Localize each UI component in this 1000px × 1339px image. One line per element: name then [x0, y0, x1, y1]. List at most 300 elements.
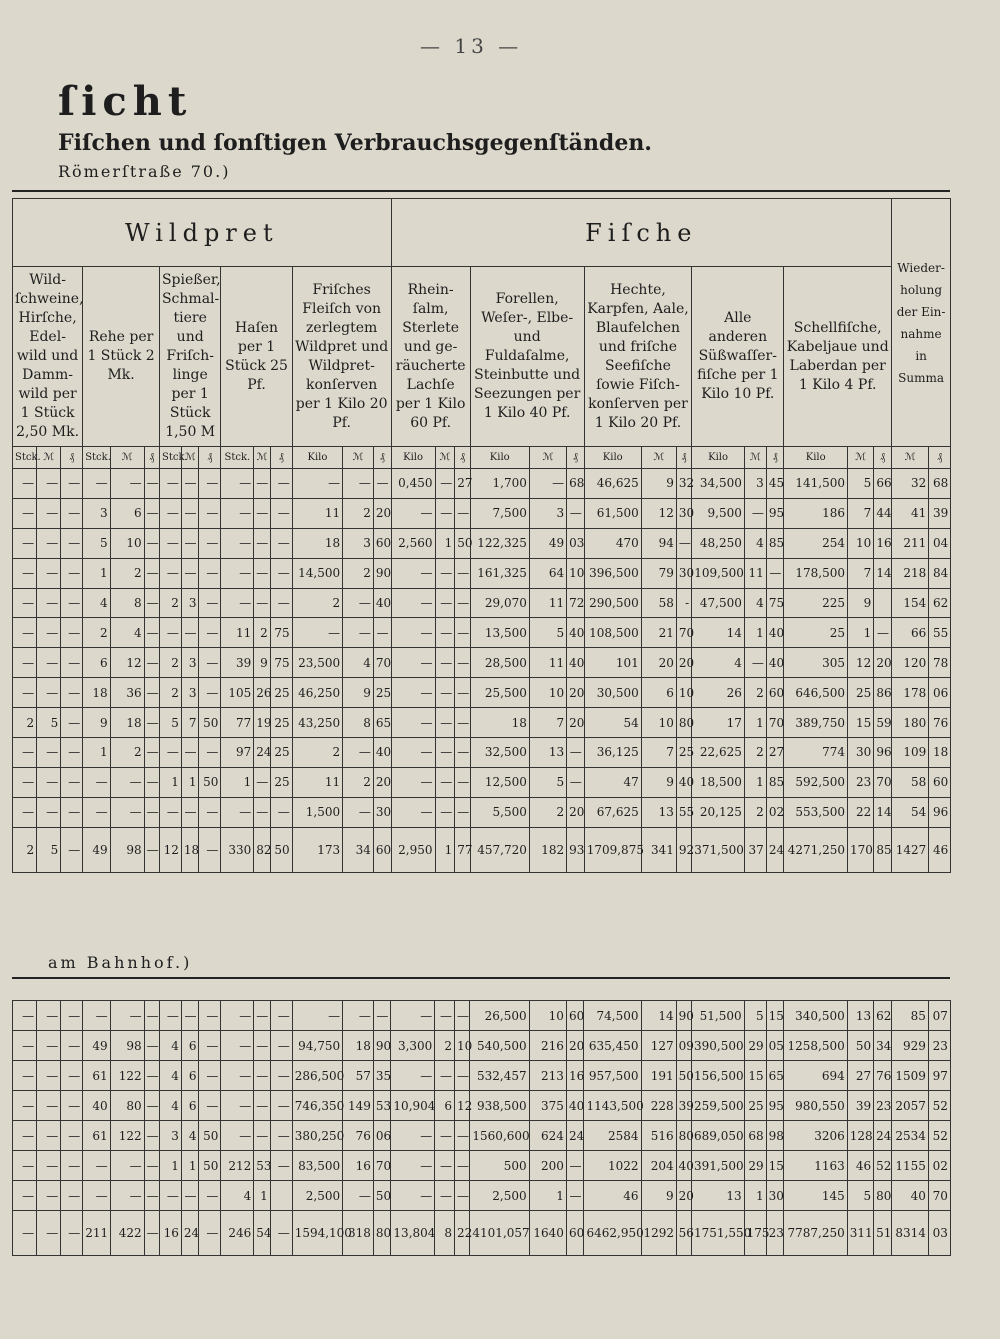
- table-cell: 16: [343, 1151, 374, 1181]
- table-cell: —: [61, 767, 83, 797]
- table-cell: 180: [891, 708, 928, 738]
- table-cell: 60: [566, 1001, 584, 1031]
- table-cell: —: [13, 1091, 37, 1121]
- table-cell: 5: [529, 618, 566, 648]
- table-cell: 4: [159, 1091, 181, 1121]
- bahnhof-row: [13, 1121, 951, 1151]
- table-cell: —: [391, 618, 435, 648]
- table-cell: 938,500: [470, 1091, 529, 1121]
- table-cell: 52: [928, 1091, 950, 1121]
- table-cell: 3,300: [391, 1031, 435, 1061]
- table-cell: —: [61, 797, 83, 827]
- table-cell: 2: [110, 558, 144, 588]
- table-cell: —: [566, 1181, 584, 1211]
- table-cell: 30: [676, 498, 691, 528]
- table-cell: 23,500: [292, 648, 342, 678]
- table-cell: —: [455, 1001, 470, 1031]
- table-cell: 500: [470, 1151, 529, 1181]
- table-cell: 646,500: [784, 678, 848, 708]
- table-cell: 161,325: [470, 558, 529, 588]
- table-cell: —: [61, 1031, 83, 1061]
- table-cell: —: [159, 528, 181, 558]
- table-cell: —: [199, 498, 221, 528]
- total-cell: —: [61, 1211, 83, 1256]
- table-cell: 9: [641, 469, 676, 499]
- table-cell: 62: [929, 588, 951, 618]
- table-cell: —: [435, 469, 455, 499]
- table-cell: 101: [584, 648, 641, 678]
- table-cell: 218: [891, 558, 928, 588]
- table-cell: 1163: [784, 1151, 848, 1181]
- table-cell: 27: [766, 738, 784, 768]
- table-cell: 1: [181, 1151, 199, 1181]
- table-cell: 24: [874, 1121, 892, 1151]
- total-cell: 330: [221, 827, 254, 872]
- bahnhof-row: [13, 1001, 951, 1031]
- table-cell: 1: [221, 767, 254, 797]
- table-cell: 9: [343, 678, 374, 708]
- total-cell: 175: [744, 1211, 766, 1256]
- table-cell: 25: [373, 678, 391, 708]
- table-cell: 02: [928, 1151, 950, 1181]
- table-cell: —: [391, 678, 435, 708]
- table-cell: 25: [270, 708, 292, 738]
- table-cell: 5: [37, 708, 61, 738]
- unit-label: ℳ: [847, 447, 873, 469]
- total-cell: 6462,950: [584, 1211, 641, 1256]
- table-cell: —: [144, 1001, 159, 1031]
- table-cell: —: [676, 528, 691, 558]
- table-cell: —: [455, 1181, 470, 1211]
- table-cell: 154: [891, 588, 928, 618]
- table-cell: 49: [83, 1031, 110, 1061]
- table-row: [13, 528, 951, 558]
- table-cell: 39: [221, 648, 254, 678]
- unit-label: ₰: [766, 447, 784, 469]
- unit-label: ₰: [144, 447, 159, 469]
- table-cell: 77: [221, 708, 254, 738]
- table-cell: 06: [929, 678, 951, 708]
- table-cell: 6: [181, 1091, 199, 1121]
- total-cell: —: [144, 1211, 159, 1256]
- table-cell: —: [37, 1151, 61, 1181]
- table-cell: 46: [847, 1151, 873, 1181]
- table-cell: 516: [641, 1121, 676, 1151]
- top-rule: [12, 190, 950, 192]
- col-rehe: Rehe per 1 Stück 2 Mk.: [83, 267, 160, 447]
- col-hechte: Hechte, Karpfen, Aale, Blaufelchen und friſche Seefiſche ſowie Fiſch- konſerven per 1 Kilo 20 Pf.: [584, 267, 692, 447]
- table-cell: 540,500: [470, 1031, 529, 1061]
- table-cell: 48,250: [692, 528, 745, 558]
- table-cell: —: [83, 797, 110, 827]
- table-cell: 18: [343, 1031, 374, 1061]
- table-cell: —: [270, 1061, 292, 1091]
- table-cell: 60: [929, 767, 951, 797]
- table-cell: 27: [455, 469, 470, 499]
- table-cell: —: [566, 1151, 584, 1181]
- total-cell: 13,804: [391, 1211, 435, 1256]
- unit-label: ₰: [929, 447, 951, 469]
- table-cell: 122: [110, 1061, 144, 1091]
- table-cell: 80: [874, 1181, 892, 1211]
- table-cell: 20: [567, 678, 585, 708]
- unit-label: Kilo: [584, 447, 641, 469]
- table-cell: 5: [83, 528, 110, 558]
- table-cell: 178: [891, 678, 928, 708]
- table-cell: 145: [784, 1181, 848, 1211]
- table-cell: —: [343, 618, 374, 648]
- unit-label: Stck.: [13, 447, 37, 469]
- table-cell: 2,560: [391, 528, 435, 558]
- table-cell: —: [13, 738, 37, 768]
- table-cell: —: [270, 1151, 292, 1181]
- table-cell: 20: [373, 767, 391, 797]
- table-cell: 32: [676, 469, 691, 499]
- table-cell: —: [435, 498, 455, 528]
- table-cell: 254: [784, 528, 848, 558]
- table-cell: 212: [221, 1151, 254, 1181]
- table-cell: —: [13, 797, 37, 827]
- table-cell: —: [391, 1121, 435, 1151]
- table-cell: —: [199, 678, 221, 708]
- table-cell: —: [159, 1181, 181, 1211]
- table-cell: —: [343, 797, 374, 827]
- total-cell: 1751,550: [692, 1211, 745, 1256]
- total-cell: 2: [13, 827, 37, 872]
- table-cell: 5: [159, 708, 181, 738]
- table-cell: —: [37, 618, 61, 648]
- table-cell: 204: [641, 1151, 676, 1181]
- table-cell: 9: [83, 708, 110, 738]
- table-cell: 375: [529, 1091, 566, 1121]
- table-cell: —: [435, 797, 455, 827]
- table-cell: 4: [744, 528, 766, 558]
- table-cell: 1: [529, 1181, 566, 1211]
- table-cell: 1,500: [292, 797, 342, 827]
- table-cell: 15: [744, 1061, 766, 1091]
- table-cell: 24: [254, 738, 270, 768]
- table-cell: —: [435, 1121, 455, 1151]
- table-cell: —: [144, 528, 159, 558]
- total-cell: 1292: [641, 1211, 676, 1256]
- table-cell: 3: [83, 498, 110, 528]
- table-cell: 70: [766, 708, 784, 738]
- table-cell: 51,500: [692, 1001, 745, 1031]
- table-cell: —: [13, 558, 37, 588]
- table-cell: 68: [929, 469, 951, 499]
- table-cell: 15: [847, 708, 873, 738]
- table-cell: 29,070: [470, 588, 529, 618]
- table-cell: 6: [181, 1031, 199, 1061]
- unit-label: Kilo: [391, 447, 435, 469]
- table-cell: 61,500: [584, 498, 641, 528]
- table-cell: —: [61, 558, 83, 588]
- table-cell: —: [144, 767, 159, 797]
- table-cell: —: [13, 1151, 37, 1181]
- table-cell: —: [391, 738, 435, 768]
- table-cell: 2534: [891, 1121, 928, 1151]
- table-cell: —: [435, 1001, 455, 1031]
- table-cell: —: [435, 708, 455, 738]
- total-cell: —: [37, 1211, 61, 1256]
- table-cell: 1: [254, 1181, 270, 1211]
- total-cell: 8314: [891, 1211, 928, 1256]
- table-cell: 50: [373, 1181, 391, 1211]
- table-cell: 5: [529, 767, 566, 797]
- table-cell: 9: [847, 588, 873, 618]
- table-cell: 2: [159, 648, 181, 678]
- table-cell: 49: [529, 528, 566, 558]
- table-cell: 30: [766, 1181, 784, 1211]
- table-cell: —: [199, 1061, 221, 1091]
- table-cell: 1: [847, 618, 873, 648]
- table-cell: 54: [891, 797, 928, 827]
- table-cell: —: [455, 588, 470, 618]
- table-cell: 61: [83, 1121, 110, 1151]
- table-cell: —: [435, 738, 455, 768]
- table-cell: —: [221, 588, 254, 618]
- table-cell: 980,550: [784, 1091, 848, 1121]
- table-cell: 3: [181, 648, 199, 678]
- table-cell: 2,500: [292, 1181, 342, 1211]
- table-cell: 2: [110, 738, 144, 768]
- table-cell: 6: [83, 648, 110, 678]
- unit-label: ₰: [874, 447, 892, 469]
- table-cell: 70: [874, 767, 892, 797]
- table-cell: 2057: [891, 1091, 928, 1121]
- table-cell: —: [199, 1181, 221, 1211]
- table-cell: —: [13, 678, 37, 708]
- table-cell: —: [270, 469, 292, 499]
- table-cell: —: [83, 469, 110, 499]
- table-cell: —: [37, 498, 61, 528]
- table-cell: —: [221, 1061, 254, 1091]
- table-cell: 6: [110, 498, 144, 528]
- table-cell: —: [221, 1121, 254, 1151]
- total-cell: 34: [343, 827, 374, 872]
- table-cell: 0,450: [391, 469, 435, 499]
- table-row: [13, 738, 951, 768]
- table-cell: 592,500: [784, 767, 848, 797]
- bahnhof-total-row: [13, 1211, 951, 1256]
- table-cell: —: [110, 469, 144, 499]
- table-cell: 3206: [784, 1121, 848, 1151]
- table-cell: 02: [766, 797, 784, 827]
- table-cell: 13: [692, 1181, 745, 1211]
- table-cell: 149: [343, 1091, 374, 1121]
- table-cell: 109: [891, 738, 928, 768]
- table-cell: —: [181, 1001, 199, 1031]
- table-cell: 39: [676, 1091, 691, 1121]
- col-frisches-fleisch: Friſches Fleiſch von zerlegtem Wildpret und Wildpret- konſerven per 1 Kilo 20 Pf.: [292, 267, 391, 447]
- unit-label: ₰: [61, 447, 83, 469]
- table-cell: 03: [567, 528, 585, 558]
- table-cell: 10: [529, 1001, 566, 1031]
- unit-label: ℳ: [891, 447, 928, 469]
- table-cell: 04: [929, 528, 951, 558]
- table-cell: 470: [584, 528, 641, 558]
- unit-label: ₰: [455, 447, 470, 469]
- table-cell: 47,500: [692, 588, 745, 618]
- table-cell: —: [391, 648, 435, 678]
- total-cell: 182: [529, 827, 566, 872]
- table-cell: 389,750: [784, 708, 848, 738]
- table-cell: —: [61, 528, 83, 558]
- table-cell: 29: [744, 1031, 766, 1061]
- table-cell: 21: [641, 618, 676, 648]
- table-cell: 80: [676, 708, 691, 738]
- table-cell: 22: [847, 797, 873, 827]
- table-cell: 32: [891, 469, 928, 499]
- table-cell: 50: [676, 1061, 691, 1091]
- table-cell: —: [37, 1001, 61, 1031]
- table-cell: 1258,500: [784, 1031, 848, 1061]
- table-cell: 41: [891, 498, 928, 528]
- table-cell: 18: [470, 708, 529, 738]
- table-cell: —: [110, 797, 144, 827]
- table-cell: [270, 1181, 292, 1211]
- table-cell: 156,500: [692, 1061, 745, 1091]
- table-cell: 14,500: [292, 558, 342, 588]
- table-cell: 27: [847, 1061, 873, 1091]
- market-table: [12, 198, 951, 873]
- total-cell: —: [199, 1211, 221, 1256]
- table-cell: 200: [529, 1151, 566, 1181]
- table-cell: —: [37, 678, 61, 708]
- total-cell: 03: [928, 1211, 950, 1256]
- table-cell: 29: [744, 1151, 766, 1181]
- table-cell: 396,500: [584, 558, 641, 588]
- col-suesswasserfische: Alle anderen Süßwaſſer- fiſche per 1 Kilo 10 Pf.: [692, 267, 784, 447]
- table-cell: 74,500: [584, 1001, 641, 1031]
- table-cell: 2: [744, 678, 766, 708]
- table-cell: 10: [847, 528, 873, 558]
- table-cell: 40: [766, 648, 784, 678]
- table-cell: 25: [270, 767, 292, 797]
- table-cell: —: [37, 767, 61, 797]
- table-cell: 70: [373, 1151, 391, 1181]
- table-cell: 957,500: [584, 1061, 641, 1091]
- table-cell: —: [13, 648, 37, 678]
- bahnhof-row: [13, 1181, 951, 1211]
- table-cell: 2: [292, 588, 342, 618]
- bahnhof-row: [13, 1061, 951, 1091]
- table-cell: 2: [254, 618, 270, 648]
- total-cell: 60: [373, 827, 391, 872]
- page-subtitle: Fiſchen und ſonſtigen Verbrauchsgegenſtänden.: [58, 130, 652, 156]
- table-cell: —: [13, 1061, 37, 1091]
- table-cell: 12: [110, 648, 144, 678]
- table-cell: 1: [181, 767, 199, 797]
- table-cell: 05: [766, 1031, 784, 1061]
- table-cell: —: [391, 708, 435, 738]
- table-cell: —: [221, 1031, 254, 1061]
- total-cell: 7787,250: [784, 1211, 848, 1256]
- table-cell: 62: [874, 1001, 892, 1031]
- col-summa-header: Wieder- holung der Ein- nahme in Summa: [891, 199, 950, 447]
- unit-label: ℳ: [181, 447, 199, 469]
- unit-label: ℳ: [529, 447, 566, 469]
- table-cell: —: [144, 1061, 159, 1091]
- total-cell: 173: [292, 827, 342, 872]
- table-cell: 6: [435, 1091, 455, 1121]
- table-cell: 390,500: [692, 1031, 745, 1061]
- table-cell: —: [37, 558, 61, 588]
- total-cell: 80: [373, 1211, 391, 1256]
- table-cell: 122,325: [470, 528, 529, 558]
- table-cell: 1: [159, 767, 181, 797]
- table-cell: —: [270, 1001, 292, 1031]
- unit-label: ₰: [567, 447, 585, 469]
- bahnhof-row: [13, 1151, 951, 1181]
- table-cell: —: [221, 469, 254, 499]
- table-cell: 10: [676, 678, 691, 708]
- table-cell: 8: [110, 588, 144, 618]
- table-cell: 46: [584, 1181, 641, 1211]
- table-cell: —: [13, 618, 37, 648]
- table-cell: 30,500: [584, 678, 641, 708]
- address-line: Römerſtraße 70.): [58, 162, 231, 181]
- table-cell: —: [181, 528, 199, 558]
- unit-label: Kilo: [784, 447, 848, 469]
- table-cell: 36: [110, 678, 144, 708]
- table-cell: 76: [929, 708, 951, 738]
- table-cell: 28,500: [470, 648, 529, 678]
- total-cell: 8: [435, 1211, 455, 1256]
- table-cell: —: [567, 498, 585, 528]
- total-cell: 371,500: [692, 827, 745, 872]
- table-cell: 20: [874, 648, 892, 678]
- table-cell: 1: [83, 738, 110, 768]
- total-cell: —: [270, 1211, 292, 1256]
- table-cell: —: [37, 1121, 61, 1151]
- table-cell: 7: [181, 708, 199, 738]
- table-cell: 4: [343, 648, 374, 678]
- table-cell: —: [343, 588, 374, 618]
- table-cell: —: [37, 528, 61, 558]
- table-cell: —: [181, 797, 199, 827]
- table-cell: 5: [847, 469, 873, 499]
- table-cell: 532,457: [470, 1061, 529, 1091]
- table-cell: 4: [744, 588, 766, 618]
- table-cell: —: [435, 558, 455, 588]
- unit-label: Stck.: [221, 447, 254, 469]
- table-cell: 90: [373, 1031, 391, 1061]
- table-cell: 50: [455, 528, 470, 558]
- table-cell: —: [199, 738, 221, 768]
- unit-label: Stck.: [159, 447, 181, 469]
- table-cell: —: [181, 1181, 199, 1211]
- table-cell: 2: [83, 618, 110, 648]
- bahnhof-row: [13, 1031, 951, 1061]
- table-cell: 40: [83, 1091, 110, 1121]
- table-cell: —: [270, 1121, 292, 1151]
- table-cell: —: [435, 678, 455, 708]
- table-cell: 12: [641, 498, 676, 528]
- table-cell: —: [61, 678, 83, 708]
- table-cell: 1: [435, 528, 455, 558]
- table-cell: 12: [455, 1091, 470, 1121]
- table-cell: 13: [847, 1001, 873, 1031]
- table-cell: 55: [929, 618, 951, 648]
- total-cell: 24: [181, 1211, 199, 1256]
- table-cell: —: [221, 558, 254, 588]
- total-row: [13, 827, 951, 872]
- table-cell: 6: [181, 1061, 199, 1091]
- table-cell: —: [455, 1061, 470, 1091]
- table-cell: —: [144, 648, 159, 678]
- table-cell: —: [391, 1181, 435, 1211]
